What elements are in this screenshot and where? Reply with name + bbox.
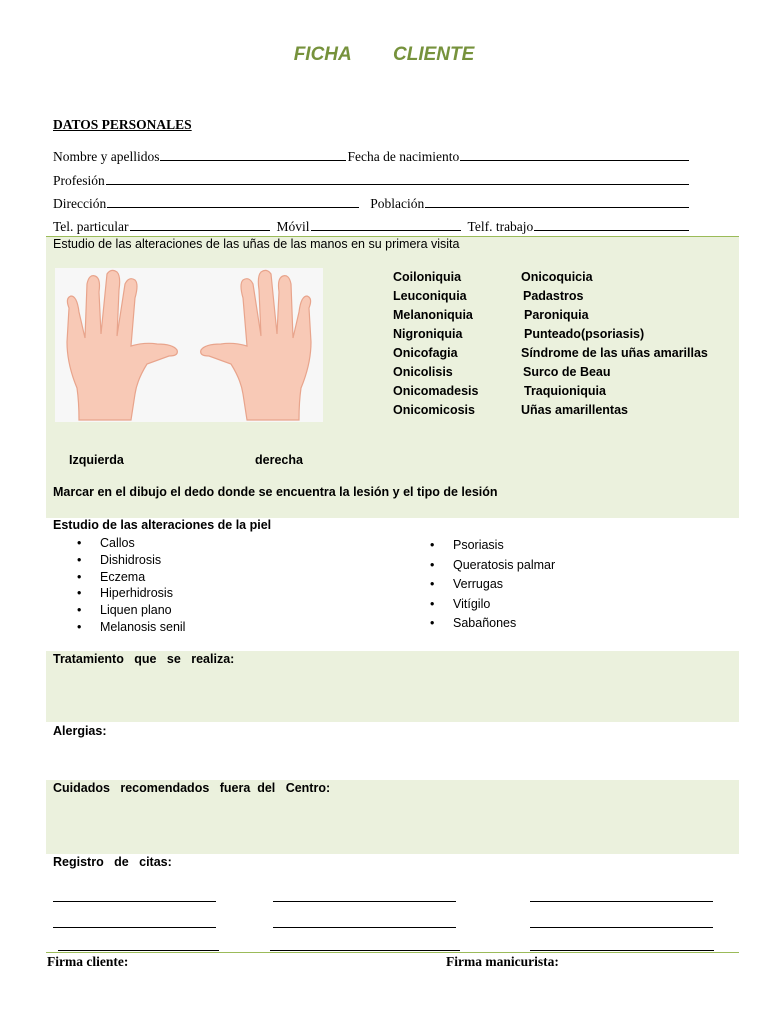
appointments-label: Registro de citas:	[53, 855, 172, 869]
allergies-label: Alergias:	[53, 724, 107, 738]
treatment-label: Tratamiento que se realiza:	[53, 652, 235, 666]
skin-list-left	[53, 535, 185, 636]
appointment-line[interactable]	[270, 940, 460, 951]
row-phones	[53, 219, 690, 235]
name-label: Nombre y apellidos	[53, 149, 160, 164]
list-item[interactable]: • Sabañones	[406, 614, 555, 634]
nail-condition[interactable]: Síndrome de las uñas amarillas	[521, 346, 708, 360]
hands-illustration[interactable]	[55, 268, 323, 422]
appointment-line[interactable]	[53, 891, 216, 902]
appointment-line[interactable]	[530, 917, 713, 928]
personal-data-heading: DATOS PERSONALES	[53, 117, 192, 132]
list-item[interactable]: • Psoriasis	[406, 536, 555, 556]
address-field[interactable]	[107, 197, 359, 208]
nail-condition[interactable]: Traquioniquia	[524, 384, 606, 398]
mobile-label: Móvil	[276, 219, 310, 234]
nail-condition[interactable]: Surco de Beau	[523, 365, 611, 379]
nails-heading: Estudio de las alteraciones de las uñas de las manos en su primera visita	[53, 237, 460, 251]
profession-label: Profesión	[53, 173, 105, 188]
list-item[interactable]: • Hiperhidrosis	[53, 585, 185, 602]
client-signature-label: Firma cliente:	[47, 954, 129, 969]
town-label: Población	[370, 196, 425, 211]
nail-condition[interactable]: Onicoquicia	[521, 270, 593, 284]
nail-condition[interactable]: Uñas amarillentas	[521, 403, 628, 417]
list-item[interactable]: • Vitígilo	[406, 595, 555, 615]
skin-heading: Estudio de las alteraciones de la piel	[53, 518, 272, 532]
list-item[interactable]: • Melanosis senil	[53, 619, 185, 636]
nail-condition[interactable]: Onicolisis	[393, 365, 453, 379]
nail-condition[interactable]: Onicomicosis	[393, 403, 475, 417]
row-profession	[53, 173, 690, 189]
row-name-birth	[53, 149, 690, 165]
work-phone-field[interactable]	[534, 220, 689, 231]
birth-field[interactable]	[460, 150, 689, 161]
nail-conditions-list	[393, 269, 711, 418]
nail-condition[interactable]: Melanoniquia	[393, 308, 473, 322]
skin-list-right	[406, 536, 555, 634]
appointment-line[interactable]	[273, 891, 456, 902]
footer-divider	[46, 952, 739, 953]
list-item[interactable]: • Dishidrosis	[53, 552, 185, 569]
page-title	[0, 44, 768, 66]
mobile-field[interactable]	[311, 220, 461, 231]
birth-label: Fecha de nacimiento	[347, 149, 460, 164]
manicurist-signature-label: Firma manicurista:	[446, 954, 559, 969]
nail-condition[interactable]: Onicofagia	[393, 346, 458, 360]
nail-condition[interactable]: Leuconiquia	[393, 289, 467, 303]
name-field[interactable]	[160, 150, 346, 161]
appointment-line[interactable]	[530, 940, 714, 951]
appointment-line[interactable]	[58, 940, 219, 951]
care-label: Cuidados recomendados fuera del Centro:	[53, 781, 331, 795]
appointment-line[interactable]	[530, 891, 713, 902]
address-label: Dirección	[53, 196, 107, 211]
list-item[interactable]: • Liquen plano	[53, 602, 185, 619]
nail-condition[interactable]: Punteado(psoriasis)	[524, 327, 645, 341]
profession-field[interactable]	[106, 174, 689, 185]
title-word-ficha: FICHA	[293, 44, 352, 65]
list-item[interactable]: • Eczema	[53, 569, 185, 586]
title-word-cliente: CLIENTE	[393, 44, 475, 65]
nails-instruction: Marcar en el dibujo el dedo donde se encuentra la lesión y el tipo de lesión	[53, 485, 498, 499]
appointment-line[interactable]	[273, 917, 456, 928]
nail-condition[interactable]: Paroniquia	[524, 308, 589, 322]
phone-field[interactable]	[130, 220, 270, 231]
nail-condition[interactable]: Padastros	[523, 289, 584, 303]
row-address-town	[53, 196, 690, 212]
phone-label: Tel. particular	[53, 219, 129, 234]
left-hand-label: Izquierda	[69, 453, 124, 467]
appointment-line[interactable]	[53, 917, 216, 928]
nail-condition[interactable]: Nigroniquia	[393, 327, 463, 341]
list-item[interactable]: • Verrugas	[406, 575, 555, 595]
list-item[interactable]: • Callos	[53, 535, 185, 552]
nail-condition[interactable]: Coiloniquia	[393, 270, 462, 284]
right-hand-label: derecha	[255, 453, 303, 467]
right-hand-shape	[201, 270, 311, 420]
hands-icon	[55, 268, 323, 422]
left-hand-shape	[67, 270, 177, 420]
list-item[interactable]: • Queratosis palmar	[406, 556, 555, 576]
work-phone-label: Telf. trabajo	[467, 219, 534, 234]
nail-condition[interactable]: Onicomadesis	[393, 384, 479, 398]
town-field[interactable]	[425, 197, 689, 208]
